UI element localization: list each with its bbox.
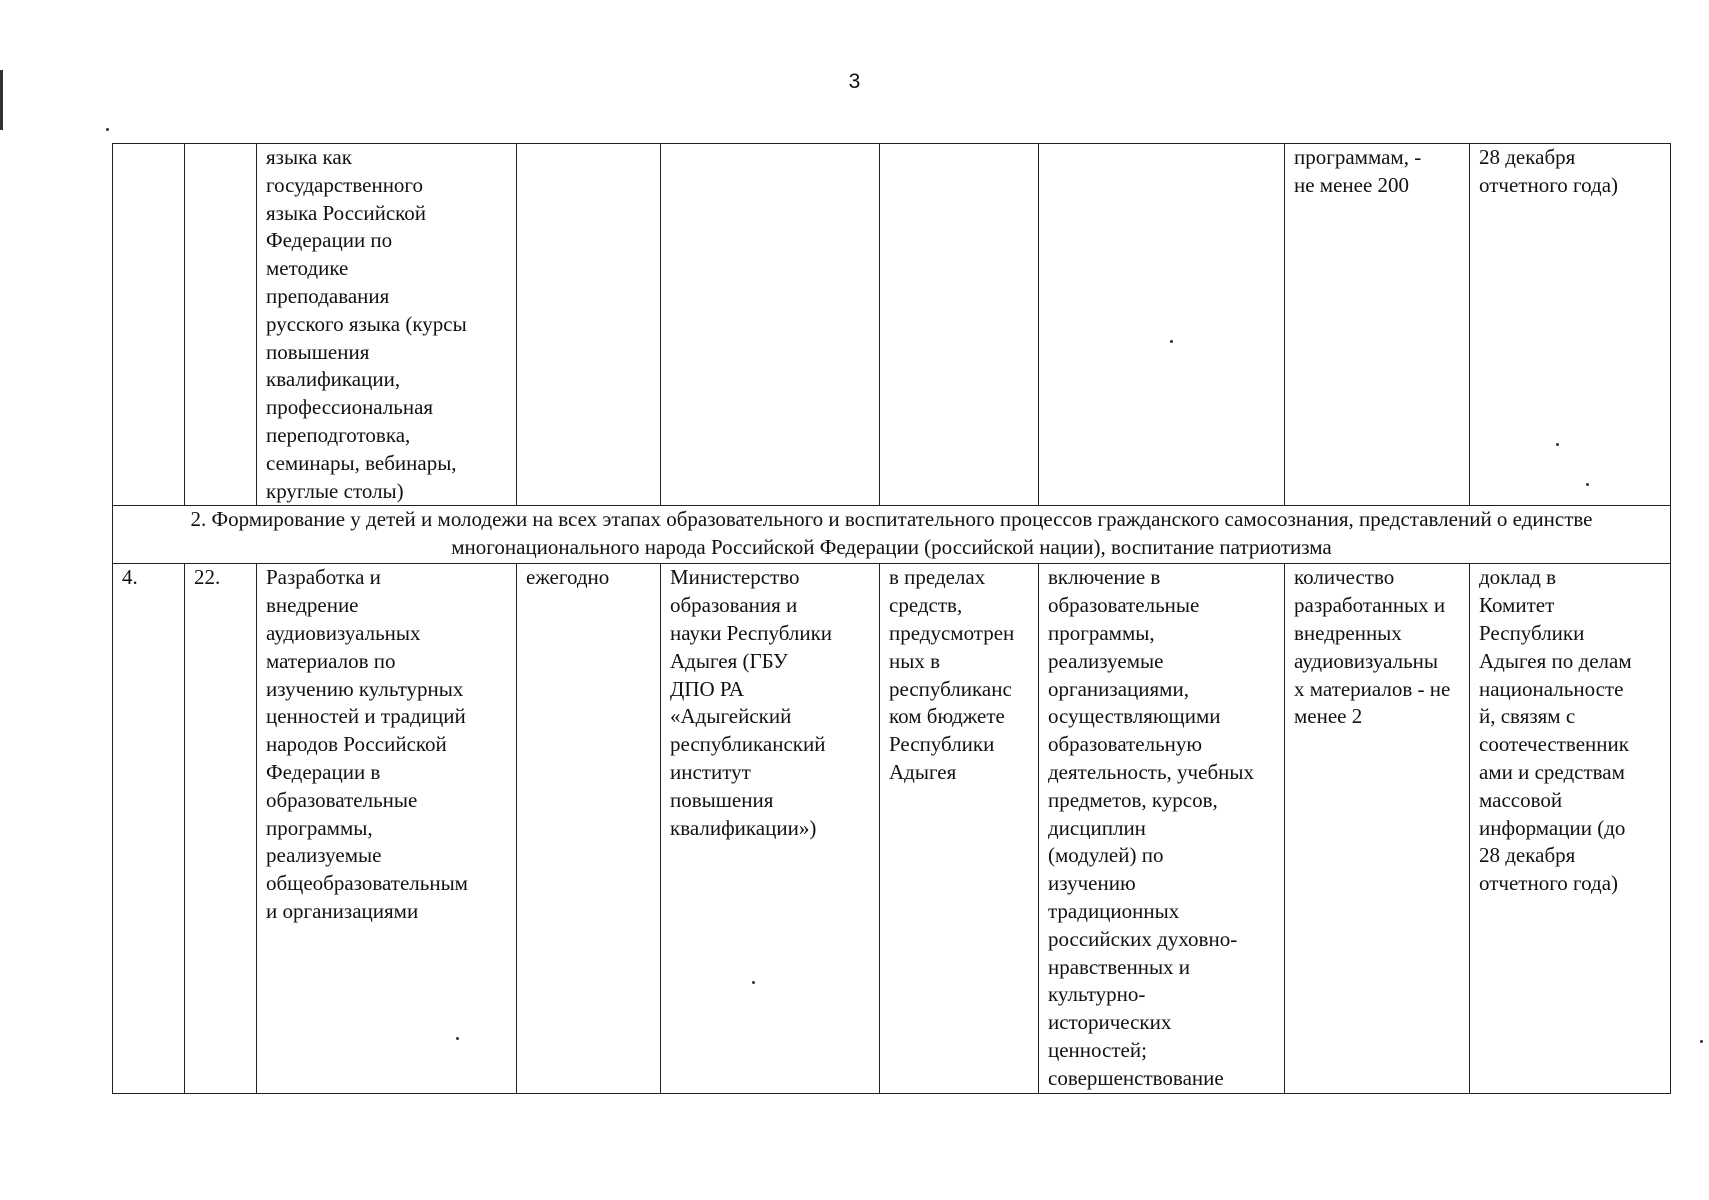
scan-speck [1586,483,1589,486]
cell-item [185,144,257,506]
scan-speck [1556,443,1559,446]
cell-result: включение в образовательные программы, реализуемые организациями, осуществляющими образовательную деятельность, учебных предметов, курсов, дисциплин (модулей) по изучению традиционных российских духовно- нравственных и культурно- исторических ценностей; совершенствование [1039,564,1285,1094]
cell-reporting: доклад в Комитет Республики Адыгея по делам национальносте й, связям с соотечественник ами и средствам массовой информации (до 28 декабря отчетного года) [1470,564,1671,1094]
scan-speck [1700,1040,1703,1043]
scan-speck [456,1037,459,1040]
scan-speck [106,128,109,131]
cell-activity: языка как государственного языка Российской Федерации по методике преподавания русского языка (курсы повышения квалификации, профессиональная переподготовка, семинары, вебинары, круглые столы) [257,144,517,506]
plan-table [112,143,1671,1094]
cell-indicator: количество разработанных и внедренных аудиовизуальны х материалов - не менее 2 [1285,564,1470,1094]
cell-funding: в пределах средств, предусмотрен ных в республиканс ком бюджете Республики Адыгея [880,564,1039,1094]
cell-funding [880,144,1039,506]
cell-indicator: программам, - не менее 200 [1285,144,1470,506]
cell-period: ежегодно [517,564,661,1094]
cell-no: 4. [113,564,185,1094]
table-row-4 [113,564,1671,1094]
scan-speck [752,981,755,984]
page-number: 3 [848,70,861,93]
cell-no [113,144,185,506]
cell-item: 22. [185,564,257,1094]
section-heading: 2. Формирование у детей и молодежи на всех этапах образовательного и воспитательного процессов гражданского самосознания, представлений о единстве многонационального народа Российской Федерации (российской нации), воспитание патриотизма [113,506,1671,564]
cell-executor [661,144,880,506]
cell-reporting: 28 декабря отчетного года) [1470,144,1671,506]
cell-period [517,144,661,506]
table-row-continuation [113,144,1671,506]
scan-speck [1170,340,1173,343]
cell-executor: Министерство образования и науки Республики Адыгея (ГБУ ДПО РА «Адыгейский республиканский институт повышения квалификации») [661,564,880,1094]
table-row-section-heading [113,506,1671,564]
cell-result [1039,144,1285,506]
cell-activity: Разработка и внедрение аудиовизуальных материалов по изучению культурных ценностей и традиций народов Российской Федерации в образовательные программы, реализуемые общеобразовательным и организациями [257,564,517,1094]
